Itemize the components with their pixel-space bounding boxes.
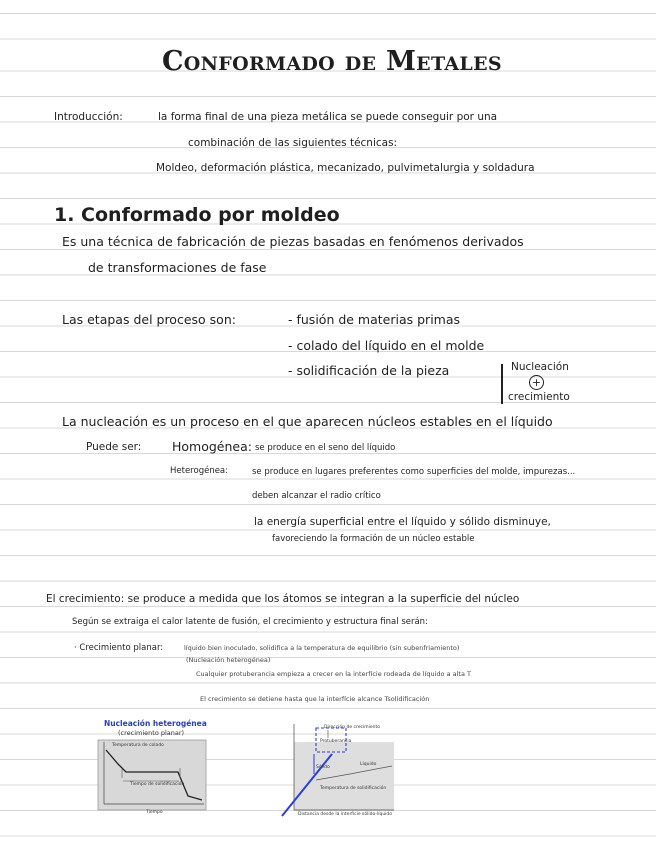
page-title: Conformado de Metales [162, 46, 502, 77]
figure-label: Sólido [316, 765, 330, 770]
homogeneous-text: se produce en el seno del líquido [255, 443, 396, 453]
figure-label: Temperatura de solidificación [320, 786, 387, 791]
stage-sub-nucleation: Nucleación [511, 361, 569, 373]
stage-item: - solidificación de la pieza [288, 363, 450, 378]
nucleation-types-label: Puede ser: [86, 441, 142, 453]
growth-definition: El crecimiento: se produce a medida que los átomos se integran a la superficie del núcleo [46, 593, 520, 605]
bracket-divider [501, 364, 503, 404]
figure-axis-label: Distancia desde la interfície sólido-líquido [298, 812, 393, 817]
stage-item: - colado del líquido en el molde [288, 338, 485, 353]
stage-sub-growth: crecimiento [508, 391, 570, 403]
intro-techniques: Moldeo, deformación plástica, mecanizado, pulvimetalurgia y soldadura [156, 162, 535, 174]
nucleation-definition: La nucleación es un proceso en el que aparecen núcleos estables en el líquido [62, 414, 553, 429]
figure-axis-label: Tiempo [146, 810, 163, 815]
plus-icon: + [529, 375, 544, 390]
figure-label: Protuberancia [320, 739, 352, 744]
energy-note-line-2: favoreciendo la formación de un núcleo estable [272, 534, 475, 544]
stages-label: Las etapas del proceso son: [62, 312, 236, 327]
homogeneous-label: Homogénea: [172, 439, 252, 454]
section-heading: 1. Conformado por moldeo [54, 204, 340, 226]
intro-line-1: la forma final de una pieza metálica se puede conseguir por una [158, 111, 498, 123]
planar-growth-label: · Crecimiento planar: [74, 643, 164, 653]
growth-stop-note: El crecimiento se detiene hasta que la interfície alcance Tsolidificación [200, 695, 430, 703]
planar-growth-note: (Nucleación heterogénea) [186, 656, 271, 664]
cooling-curve-graph [96, 738, 208, 816]
intro-line-2: combinación de las siguientes técnicas: [188, 137, 398, 149]
intro-label: Introducción: [54, 111, 123, 123]
figure-label: Tiempo de solidificación [130, 782, 185, 787]
figure-label: Líquido [360, 762, 377, 767]
heterogeneous-label: Heterogénea: [170, 466, 229, 476]
interface-graph [280, 718, 396, 818]
definition-line-1: Es una técnica de fabricación de piezas basadas en fenómenos derivados [62, 234, 524, 249]
critical-radius-note: deben alcanzar el radio crítico [252, 491, 381, 501]
figure-title: Nucleación heterogénea [104, 719, 207, 728]
figure-label: Temperatura de colado [112, 743, 164, 748]
energy-note-line-1: la energía superficial entre el líquido y sólido disminuye, [254, 516, 551, 528]
protuberance-note: Cualquier protuberancia empieza a crecer en la interfície rodeada de líquido a alta T [196, 670, 471, 678]
heterogeneous-text: se produce en lugares preferentes como superficies del molde, impurezas... [252, 467, 576, 477]
interface-figure [280, 718, 396, 818]
cooling-curve-figure [96, 718, 208, 816]
definition-line-2: de transformaciones de fase [88, 260, 267, 275]
figure-label: Dirección de crecimiento [324, 725, 381, 730]
stage-item: - fusión de materias primas [288, 312, 461, 327]
planar-growth-text: líquido bien inoculado, solidifica a la temperatura de equilibrio (sin subenfriamiento) [184, 644, 460, 652]
figure-subtitle: (crecimiento planar) [118, 729, 185, 737]
growth-conditions: Según se extraiga el calor latente de fusión, el crecimiento y estructura final serán: [72, 617, 428, 627]
